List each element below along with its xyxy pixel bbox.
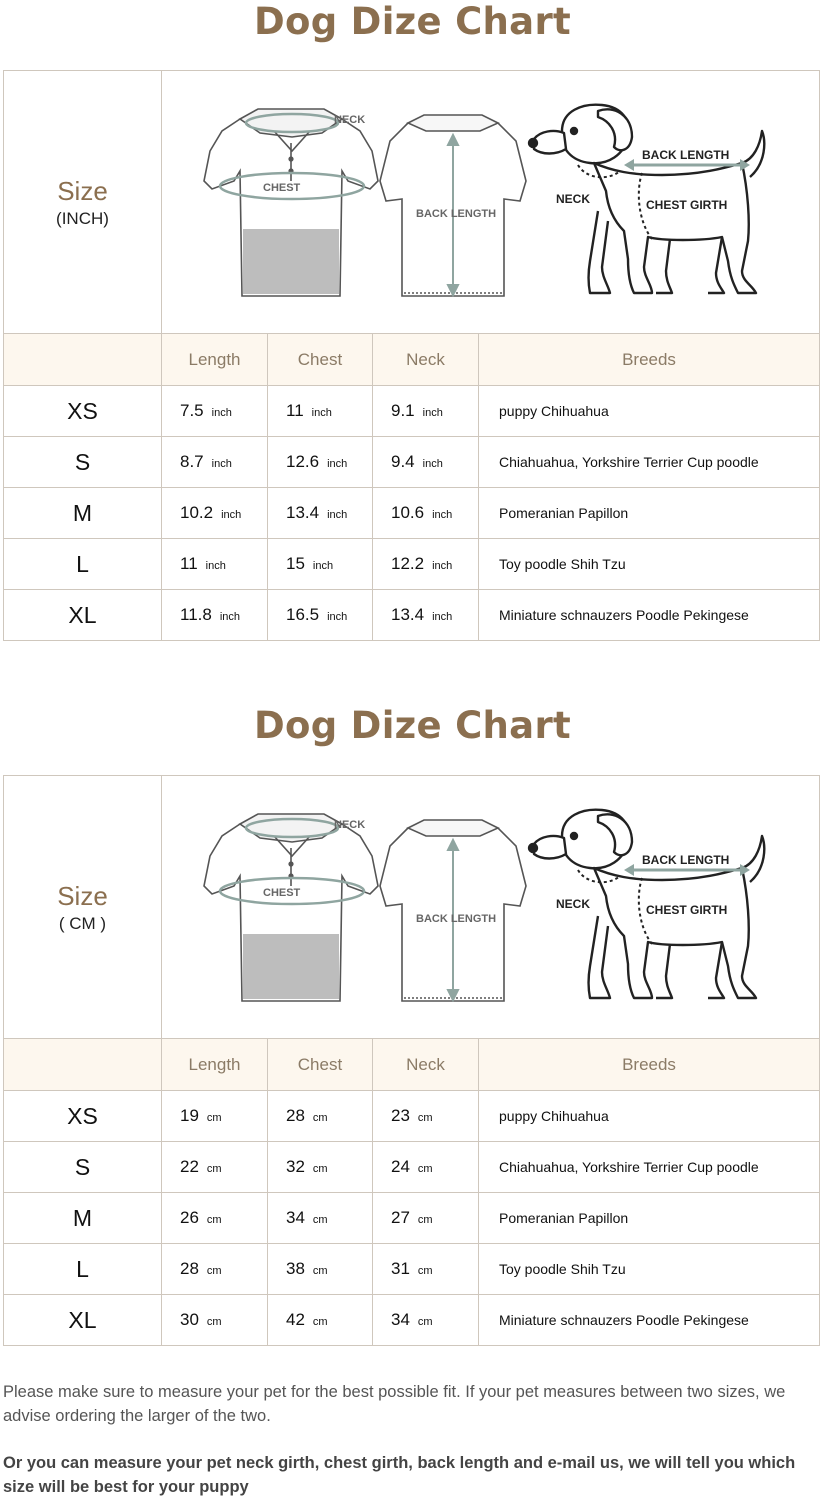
chest-value: [268, 386, 373, 437]
chest-value: [268, 488, 373, 539]
table-row: [4, 590, 820, 641]
shirt-front-illustration: [204, 109, 378, 296]
length-number: 11.8: [180, 605, 212, 624]
fit-advice-text: Please make sure to measure your pet for the best possible fit. If your pet measures between two sizes, we advise ordering the larger of the two.: [3, 1383, 786, 1425]
length-value: [162, 488, 268, 539]
table-row: [4, 488, 820, 539]
size-table-cm: [3, 775, 820, 1346]
table-row: [4, 1295, 820, 1346]
chart-title-cm: Dog Dize Chart: [253, 704, 571, 747]
dog-neck-label: NECK: [556, 192, 591, 206]
chest-number: 12.6: [286, 452, 320, 471]
chest-number: 11: [286, 401, 304, 420]
breeds-value: Toy poodle Shih Tzu: [479, 1244, 820, 1295]
length-value: [162, 590, 268, 641]
length-unit: cm: [206, 1265, 222, 1277]
shirt-chest-label: CHEST: [263, 887, 301, 899]
neck-number: 13.4: [391, 605, 425, 624]
length-number: 8.7: [180, 452, 204, 471]
header-chest: Chest: [268, 334, 373, 386]
size-code: XL: [4, 1295, 162, 1346]
length-unit: inch: [221, 509, 242, 521]
length-number: 30: [180, 1310, 199, 1329]
length-unit: inch: [205, 560, 226, 572]
neck-value: [373, 1295, 479, 1346]
length-unit: cm: [206, 1163, 222, 1175]
chest-unit: cm: [312, 1112, 328, 1124]
neck-value: [373, 1193, 479, 1244]
illustration-cell: [162, 776, 820, 1039]
table-row: [4, 539, 820, 590]
size-code: XL: [4, 590, 162, 641]
table-row: [4, 1091, 820, 1142]
neck-unit: inch: [432, 560, 453, 572]
dog-neck-label: NECK: [556, 897, 591, 911]
chest-unit: inch: [327, 458, 348, 470]
size-code: M: [4, 488, 162, 539]
chest-number: 16.5: [286, 605, 320, 624]
dog-back-length-label: BACK LENGTH: [642, 148, 730, 162]
neck-number: 24: [391, 1157, 410, 1176]
chest-number: 15: [286, 554, 305, 573]
neck-number: 9.4: [391, 452, 415, 471]
neck-unit: cm: [417, 1316, 433, 1328]
neck-value: [373, 590, 479, 641]
table-row: [4, 386, 820, 437]
neck-value: [373, 437, 479, 488]
unit-label: ( CM ): [58, 914, 107, 933]
neck-number: 10.6: [391, 503, 425, 522]
chest-number: 32: [286, 1157, 305, 1176]
neck-value: [373, 1142, 479, 1193]
neck-unit: inch: [422, 458, 443, 470]
length-unit: inch: [211, 458, 232, 470]
shirt-front-illustration: [204, 814, 378, 1001]
neck-value: [373, 386, 479, 437]
neck-value: [373, 1091, 479, 1142]
length-unit: inch: [219, 611, 241, 623]
neck-number: 27: [391, 1208, 410, 1227]
chest-number: 13.4: [286, 503, 320, 522]
length-number: 26: [180, 1208, 199, 1227]
length-unit: cm: [206, 1214, 222, 1226]
size-code: M: [4, 1193, 162, 1244]
chest-value: [268, 590, 373, 641]
length-unit: cm: [206, 1112, 222, 1124]
length-value: [162, 437, 268, 488]
illustration-cell: [162, 71, 820, 334]
table-row: [4, 1193, 820, 1244]
length-unit: cm: [206, 1316, 222, 1328]
chest-number: 42: [286, 1310, 305, 1329]
neck-number: 34: [391, 1310, 410, 1329]
size-code: XS: [4, 1091, 162, 1142]
length-value: [162, 1295, 268, 1346]
size-label: Size: [57, 176, 108, 206]
chest-unit: inch: [327, 611, 348, 623]
size-heading-cell: [4, 776, 162, 1039]
shirt-neck-label: NECK: [334, 114, 366, 126]
shirt-back-length-label: BACK LENGTH: [416, 913, 497, 925]
chest-value: [268, 1193, 373, 1244]
shirt-neck-label: NECK: [334, 819, 366, 831]
header-length: Length: [162, 1039, 268, 1091]
neck-unit: cm: [417, 1163, 433, 1175]
length-number: 10.2: [180, 503, 214, 522]
breeds-value: Chiahuahua, Yorkshire Terrier Cup poodle: [479, 437, 820, 488]
size-chart-inch: [3, 70, 819, 641]
header-breeds: Breeds: [479, 334, 820, 386]
breeds-value: Miniature schnauzers Poodle Pekingese: [479, 590, 820, 641]
neck-unit: cm: [417, 1265, 433, 1277]
chest-unit: cm: [312, 1265, 328, 1277]
size-code: S: [4, 1142, 162, 1193]
chest-value: [268, 1142, 373, 1193]
neck-number: 12.2: [391, 554, 425, 573]
table-row: [4, 437, 820, 488]
neck-unit: cm: [417, 1112, 433, 1124]
length-value: [162, 1244, 268, 1295]
measurement-diagram: [162, 71, 818, 333]
header-length: Length: [162, 334, 268, 386]
size-chart-cm: [3, 775, 819, 1346]
header-chest: Chest: [268, 1039, 373, 1091]
breeds-value: Miniature schnauzers Poodle Pekingese: [479, 1295, 820, 1346]
header-blank: [4, 334, 162, 386]
unit-label: (INCH): [56, 209, 109, 228]
breeds-value: Pomeranian Papillon: [479, 488, 820, 539]
length-unit: inch: [211, 407, 232, 419]
size-code: XS: [4, 386, 162, 437]
length-value: [162, 1091, 268, 1142]
length-number: 22: [180, 1157, 199, 1176]
chest-number: 28: [286, 1106, 305, 1125]
shirt-back-length-label: BACK LENGTH: [416, 208, 497, 220]
chest-unit: inch: [311, 407, 332, 419]
length-value: [162, 539, 268, 590]
size-table-inch: [3, 70, 820, 641]
dog-chest-girth-label: CHEST GIRTH: [646, 198, 728, 212]
neck-value: [373, 1244, 479, 1295]
neck-unit: cm: [417, 1214, 433, 1226]
neck-unit: inch: [432, 509, 453, 521]
measurement-diagram: [162, 776, 818, 1038]
breeds-value: Chiahuahua, Yorkshire Terrier Cup poodle: [479, 1142, 820, 1193]
chest-value: [268, 539, 373, 590]
neck-value: [373, 488, 479, 539]
neck-number: 9.1: [391, 401, 415, 420]
header-neck: Neck: [373, 334, 479, 386]
neck-number: 23: [391, 1106, 410, 1125]
breeds-value: Toy poodle Shih Tzu: [479, 539, 820, 590]
chest-unit: cm: [312, 1316, 328, 1328]
size-code: S: [4, 437, 162, 488]
chest-value: [268, 1244, 373, 1295]
length-value: [162, 1142, 268, 1193]
length-number: 11: [180, 554, 198, 573]
dog-back-length-label: BACK LENGTH: [642, 853, 730, 867]
chest-number: 38: [286, 1259, 305, 1278]
chart-title-inch: Dog Dize Chart: [253, 0, 571, 43]
chest-unit: inch: [327, 509, 348, 521]
breeds-value: puppy Chihuahua: [479, 386, 820, 437]
length-value: [162, 1193, 268, 1244]
length-number: 7.5: [180, 401, 204, 420]
shirt-chest-label: CHEST: [263, 182, 301, 194]
dog-chest-girth-label: CHEST GIRTH: [646, 903, 728, 917]
chest-number: 34: [286, 1208, 305, 1227]
neck-unit: inch: [432, 611, 453, 623]
size-heading-cell: [4, 71, 162, 334]
header-breeds: Breeds: [479, 1039, 820, 1091]
chest-value: [268, 1091, 373, 1142]
breeds-value: puppy Chihuahua: [479, 1091, 820, 1142]
table-row: [4, 1142, 820, 1193]
chest-unit: inch: [312, 560, 334, 572]
header-blank: [4, 1039, 162, 1091]
length-value: [162, 386, 268, 437]
breeds-value: Pomeranian Papillon: [479, 1193, 820, 1244]
size-label: Size: [57, 881, 108, 911]
length-number: 19: [180, 1106, 199, 1125]
chest-unit: cm: [312, 1214, 328, 1226]
table-header-row: [4, 334, 820, 386]
table-row: [4, 1244, 820, 1295]
header-neck: Neck: [373, 1039, 479, 1091]
neck-number: 31: [391, 1259, 410, 1278]
chest-value: [268, 1295, 373, 1346]
size-code: L: [4, 539, 162, 590]
neck-unit: inch: [422, 407, 443, 419]
contact-advice-text: Or you can measure your pet neck girth, chest girth, back length and e-mail us, we will tell you which size will be best for your puppy: [3, 1454, 796, 1496]
length-number: 28: [180, 1259, 199, 1278]
chest-unit: cm: [312, 1163, 328, 1175]
neck-value: [373, 539, 479, 590]
size-code: L: [4, 1244, 162, 1295]
chest-value: [268, 437, 373, 488]
table-header-row: [4, 1039, 820, 1091]
